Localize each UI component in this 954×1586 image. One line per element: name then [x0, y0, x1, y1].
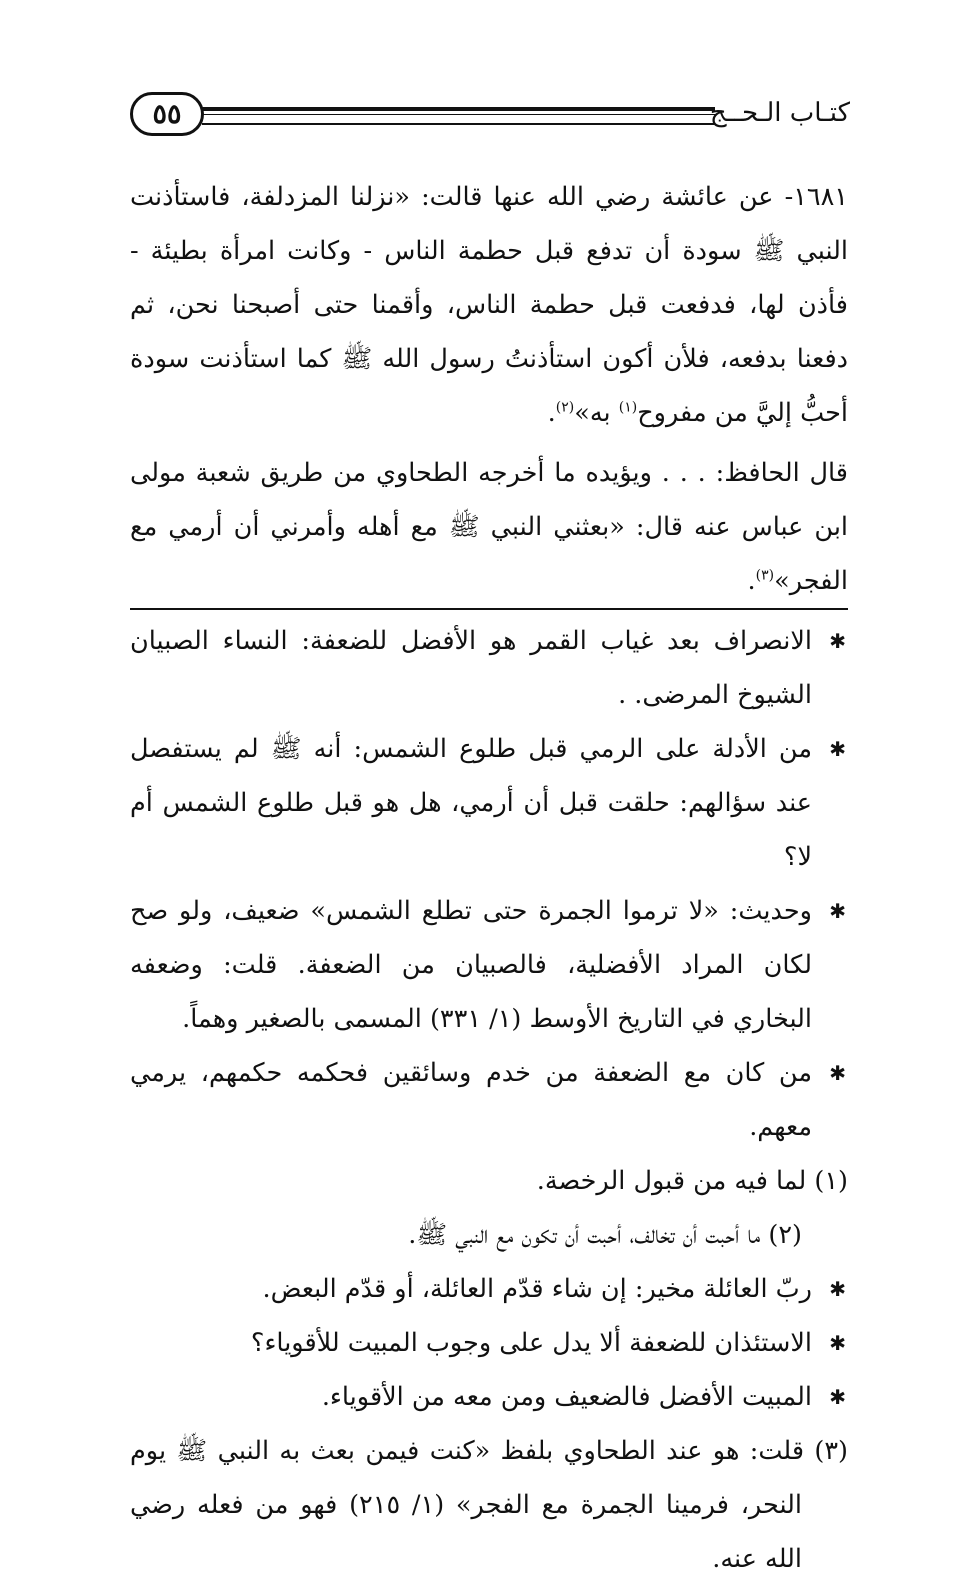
hafiz-text: قال الحافظ: . . . ويؤيده ما أخرجه الطحاوي من طريق شعبة مولى ابن عباس عنه قال: «بعثني النبي ﷺ مع أهله وأمرني أن أرمي مع الفجر» [130, 458, 848, 596]
hadith-text-end: به» [574, 398, 619, 428]
footnote-1: (١) لما فيه من قبول الرخصة. [536, 1166, 848, 1196]
hadith-paragraph: ١٦٨١- عن عائشة رضي الله عنها قالت: «نزلنا المزدلفة، فاستأذنت النبي ﷺ سودة أن تدفع قبل حطمة الناس - وكانت امرأة بطيئة - فأذن لها، فدفعت قبل حطمة الناس، وأقمنا حتى أصبحنا نحن، ثم دفعنا بدفعه، فلأن أكون استأذنتُ رسول الله ﷺ كما استأذنت سودة أحبُّ إليَّ من مفروح$^{(١)}$ به»$^{(٢)}$. [130, 182, 848, 428]
footnote-ref-3: (٣) [755, 567, 775, 584]
page-header [130, 92, 850, 142]
footnote-ref-1: (١) [618, 399, 638, 416]
page-content [130, 170, 848, 1586]
sub-note-item: ✱ ربّ العائلة مخير: إن شاء قدّم العائلة، أو قدّم البعض. [130, 1262, 848, 1316]
sub-note-item: ✱ الاستئذان للضعفة ألا يدل على وجوب المبيت للأقوياء؟ [130, 1316, 848, 1370]
note-item: ✱ من كان مع الضعفة من خدم وسائقين فحكمه حكمهم، يرمي معهم. [130, 1046, 848, 1154]
note-item: ✱ الانصراف بعد غياب القمر هو الأفضل للضعفة: النساء الصبيان الشيوخ المرضى. . [130, 614, 848, 722]
sub-note-item: ✱ المبيت الأفضل فالضعيف ومن معه من الأقوياء. [130, 1370, 848, 1424]
header-rule [202, 107, 715, 125]
note-item: ✱ من الأدلة على الرمي قبل طلوع الشمس: أنه ﷺ لم يستفصل عند سؤالهم: حلقت قبل أن أرمي، هل هو قبل طلوع الشمس أم لا؟ [130, 722, 848, 884]
footnote-ref-2: (٢) [555, 399, 575, 416]
footnote-2: (٢) ما أحبت أن تخالف، أحبت أن تكون مع النبي ﷺ. [408, 1220, 802, 1250]
hafiz-paragraph: قال الحافظ: . . . ويؤيده ما أخرجه الطحاوي من طريق شعبة مولى ابن عباس عنه قال: «بعثني النبي ﷺ مع أهله وأمرني أن أرمي مع الفجر»$^{(٣)}$. [130, 458, 848, 596]
note-item: ✱ وحديث: «لا ترموا الجمرة حتى تطلع الشمس» ضعيف، ولو صح لكان المراد الأفضلية، فالصبيان من الضعفة. قلت: وضعفه البخاري في التاريخ الأوسط (١/ ٣٣١) المسمى بالصغير وهماً. [130, 884, 848, 1046]
page-number: ٥٥ [130, 92, 204, 136]
footnote-3: (٣) قلت: هو عند الطحاوي بلفظ «كنت فيمن بعث به النبي ﷺ يوم النحر، فرمينا الجمرة مع الفجر» (١/ ٢١٥) فهو من فعله رضي الله عنه. [130, 1436, 848, 1574]
book-title: كتـاب الـحــج [709, 98, 850, 128]
hadith-text: ١٦٨١- عن عائشة رضي الله عنها قالت: «نزلنا المزدلفة، فاستأذنت النبي ﷺ سودة أن تدفع قبل حطمة الناس - وكانت امرأة بطيئة - فأذن لها، فدفعت قبل حطمة الناس، وأقمنا حتى أصبحنا نحن، ثم دفعنا بدفعه، فلأن أكون استأذنتُ رسول الله ﷺ كما استأذنت سودة أحبُّ إليَّ من مفروح [130, 182, 848, 428]
footnote-separator [130, 608, 848, 610]
